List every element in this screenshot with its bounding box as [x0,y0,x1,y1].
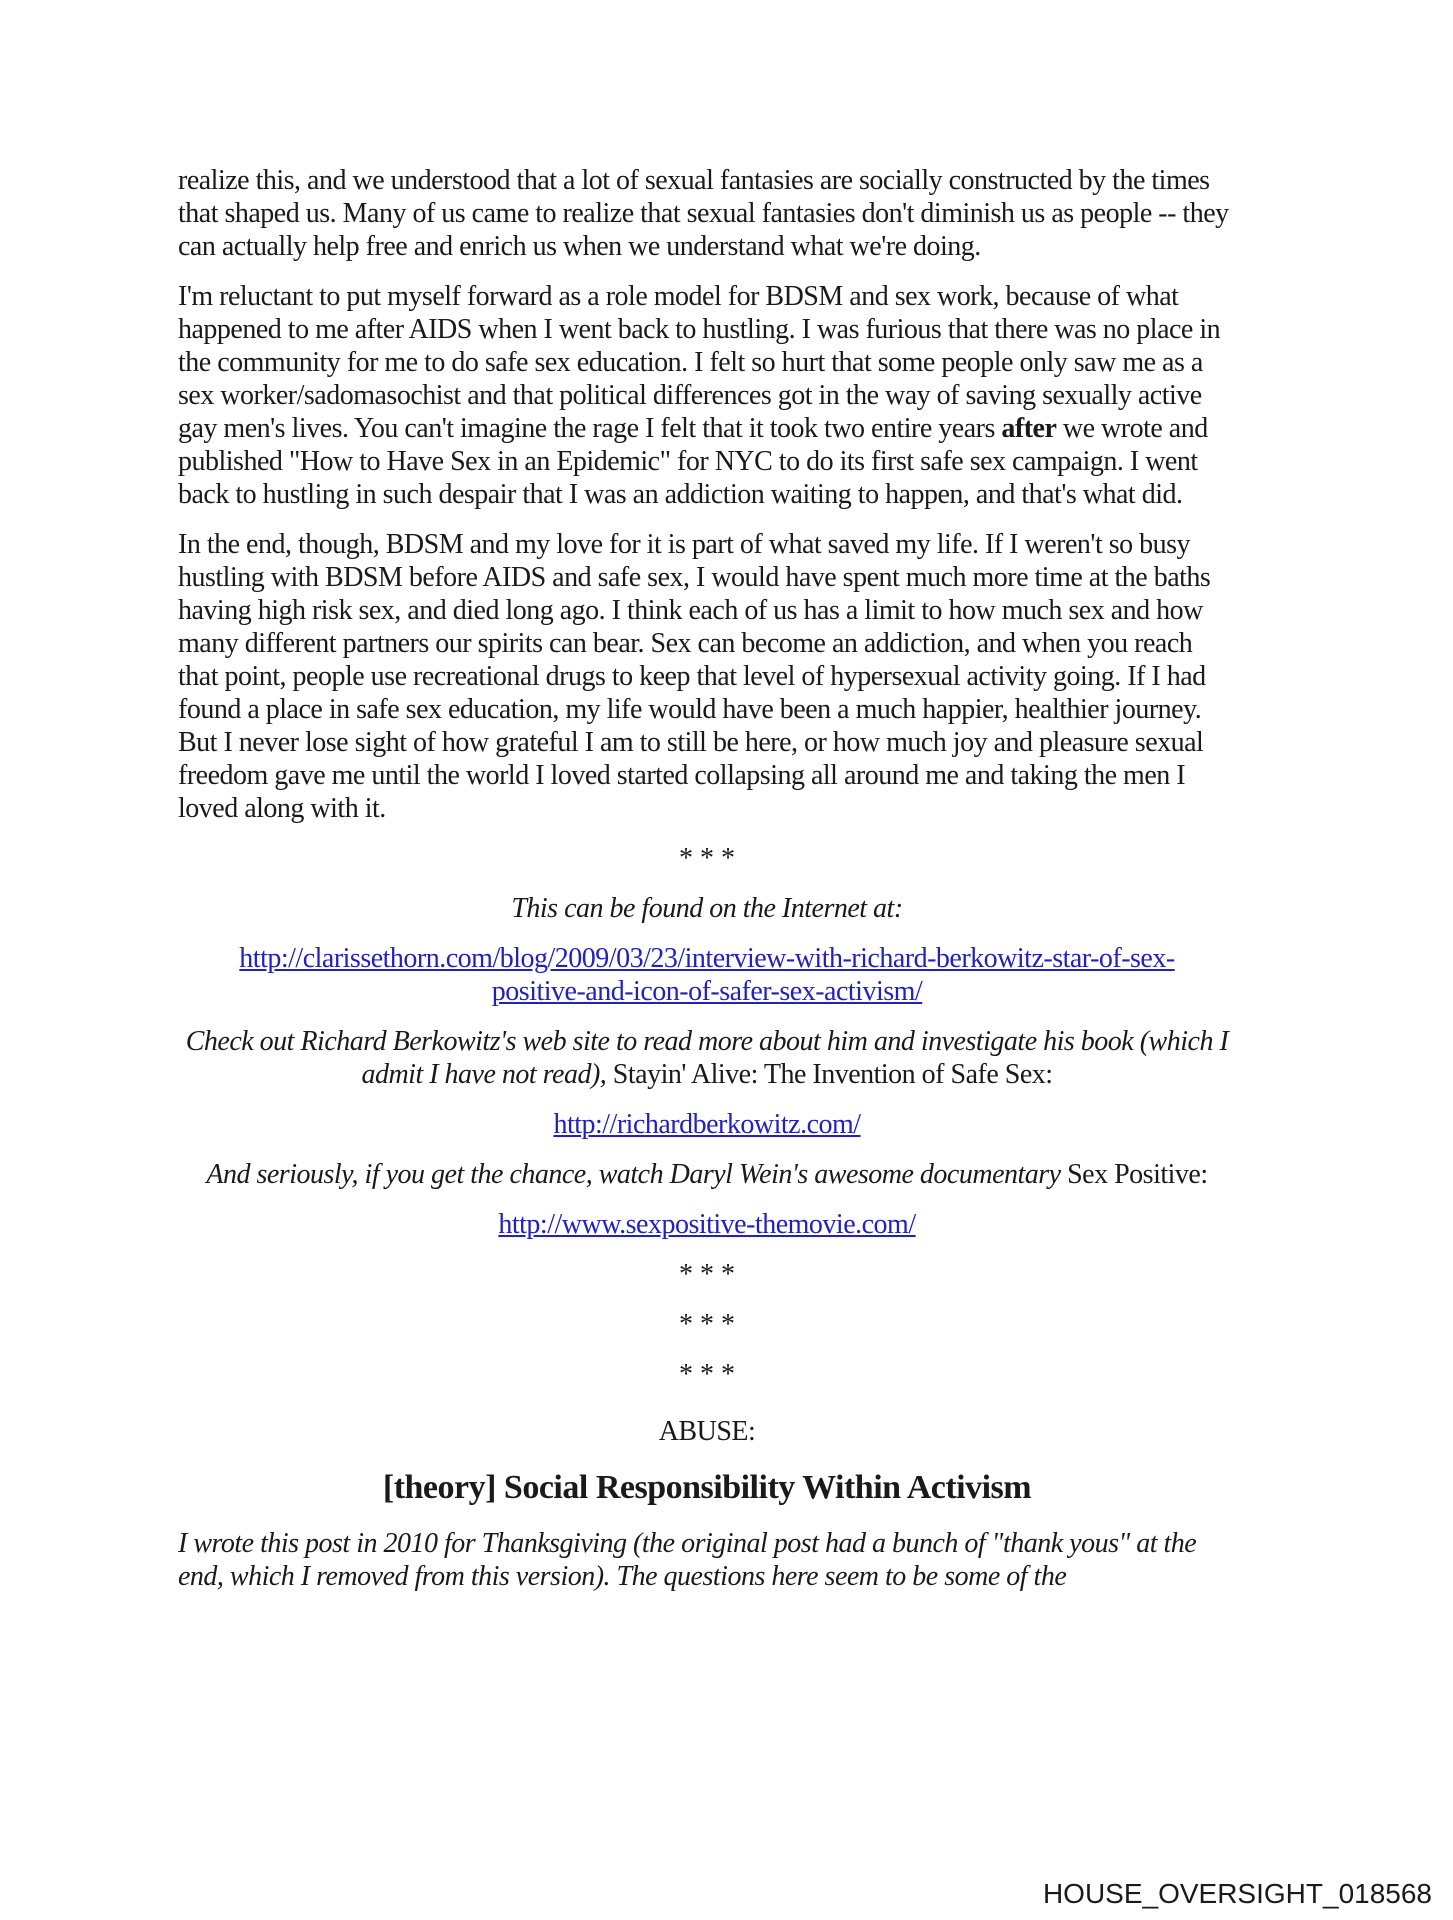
link-block-sexpositive [178,1208,1236,1241]
link-block-clarissethorn [178,942,1236,1008]
film-title: Sex Positive: [1067,1159,1208,1190]
paragraph-saved-my-life: In the end, though, BDSM and my love for it is part of what saved my life. If I weren't so busy hustling with BDSM before AIDS and safe sex, I would have spent much more time at the baths having high risk sex, and died long ago. I think each of us has a limit to how much sex and how many different partners our spirits can bear. Sex can become an addiction, and when you reach that point, people use recreational drugs to keep that level of hypersexual activity going. If I had found a place in safe sex education, my life would have been a much happier, healthier journey. But I never lose sight of how grateful I am to still be here, or how much joy and pleasure sexual freedom gave me until the world I loved started collapsing all around me and taking the men I loved along with it. [178,529,1211,824]
note-text-italic: Check out Richard Berkowitz's web site to read more about him and investigate his book (which I admit I have not read), [185,1026,1229,1090]
abuse-label: ABUSE: [658,1416,756,1447]
star-separator: * * * [679,1259,735,1290]
note-documentary [178,1158,1236,1191]
bates-number: HOUSE_OVERSIGHT_018568 [1042,1878,1432,1909]
note-text-italic: And seriously, if you get the chance, watch Daryl Wein's awesome documentary [206,1159,1068,1190]
paragraph-thanksgiving-intro: I wrote this post in 2010 for Thanksgiving (the original post had a bunch of "thank yous" at the end, which I removed from this version). The questions here seem to be some of the [178,1528,1197,1592]
sexpositive-link[interactable]: http://www.sexpositive-themovie.com/ [498,1209,916,1240]
paragraph-text: we wrote and published "How to Have Sex in an Epidemic" for NYC to do its first safe sex campaign. I went back to hustling in such despair that I was an addiction waiting to happen, and that's what did. [178,413,1208,510]
richardberkowitz-link[interactable]: http://richardberkowitz.com/ [553,1109,861,1140]
link-line-1: http://clarissethorn.com/blog/2009/03/23/interview-with-richard-berkowitz-star-of-sex- [239,943,1175,974]
book-title: Stayin' Alive: The Invention of Safe Sex: [612,1059,1053,1090]
note-berkowitz-site [178,1025,1236,1091]
clarissethorn-link[interactable] [239,943,1174,1007]
link-block-richardberkowitz [178,1108,1236,1141]
paragraph-text: I'm reluctant to put myself forward as a role model for BDSM and sex work, because of what happened to me after AIDS when I went back to hustling. I was furious that there was no place in the community for me to do safe sex education. I felt so hurt that some people only saw me as a sex worker/sadomasochist and that political differences got in the way of saving sexually active gay men's lives. You can't imagine the rage I felt that it took two entire years [178,281,1221,444]
document-content [178,164,1236,1610]
section-heading: [theory] Social Responsibility Within Activism [382,1469,1032,1506]
star-separator: * * * [679,1359,735,1390]
star-separator: * * * [679,1309,735,1340]
internet-note: This can be found on the Internet at: [511,893,903,924]
bold-word-after: after [1001,413,1057,444]
paragraph-role-model [178,280,1236,511]
link-line-2: positive-and-icon-of-safer-sex-activism/ [491,976,923,1007]
star-separator: * * * [679,843,735,874]
paragraph-fantasies: realize this, and we understood that a lot of sexual fantasies are socially constructed by the times that shaped us. Many of us came to realize that sexual fantasies don't diminish us as people -- they can actually help free and enrich us when we understand what we're doing. [178,165,1229,262]
